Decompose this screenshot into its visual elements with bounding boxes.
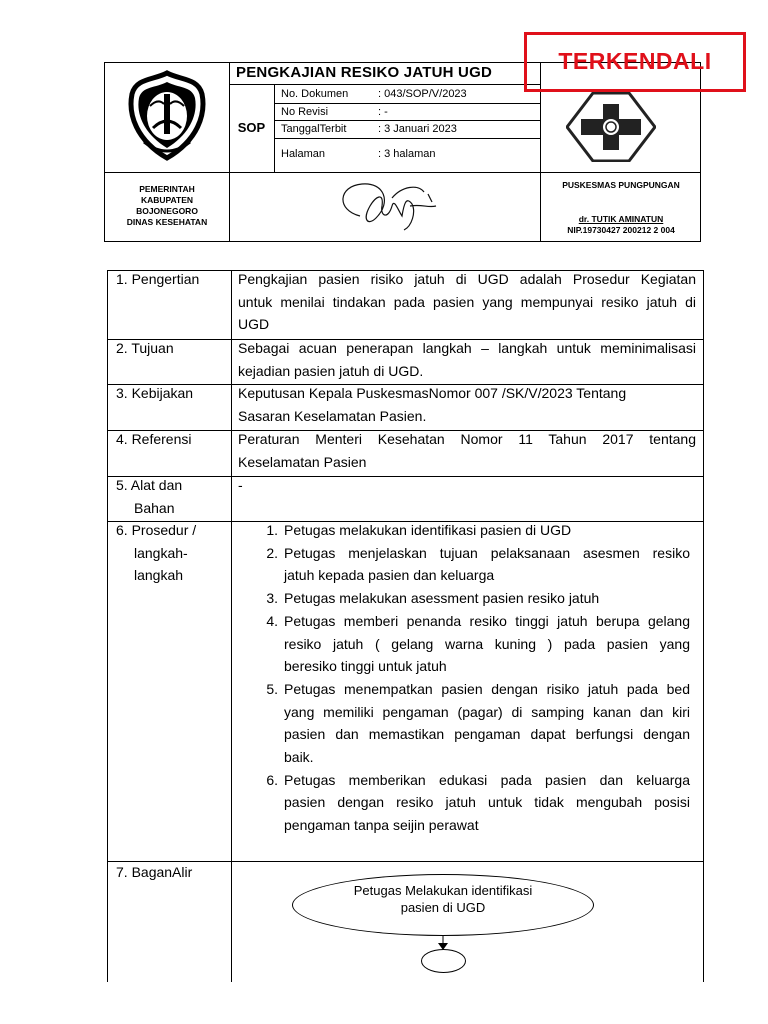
text-line: resiko jatuh ( gelang warna kuning ) pada pasien yang	[284, 635, 690, 652]
controlled-stamp: TERKENDALI	[524, 32, 746, 92]
divider	[274, 120, 540, 121]
signer-name: dr. TUTIK AMINATUN	[578, 214, 664, 224]
list-number: 6.	[266, 771, 278, 788]
puskesmas-name: PUSKESMAS PUNGPUNGAN	[562, 180, 680, 190]
signature	[332, 176, 462, 236]
list-number: 2.	[266, 544, 278, 561]
list-text	[284, 610, 690, 678]
list-number: 5.	[266, 681, 278, 697]
field-label-pages: Halaman	[281, 148, 326, 160]
org-line: DINAS KESEHATAN	[126, 217, 208, 227]
text-line: Petugas memberi penanda resiko tinggi jatuh berupa gelang	[284, 613, 690, 629]
section-text-tujuan	[238, 337, 696, 382]
field-value-revision: : -	[378, 106, 388, 118]
field-label-revision: No Revisi	[281, 106, 329, 118]
text-line: Petugas menempatkan pasien dengan risiko jatuh pada bed	[284, 681, 690, 697]
field-label-doc-no: No. Dokumen	[281, 88, 349, 100]
list-number: 3.	[266, 590, 278, 606]
label-line: langkah	[134, 567, 184, 584]
row-divider	[107, 861, 704, 862]
flow-step-text	[300, 882, 586, 916]
divider	[104, 172, 701, 173]
section-text-alat-bahan: -	[238, 477, 243, 493]
org-name	[106, 184, 228, 228]
text-line: Petugas memberikan edukasi pada pasien dan keluarga	[284, 771, 690, 788]
text-line: Sasaran Keselamatan Pasien.	[238, 407, 427, 424]
document-title: PENGKAJIAN RESIKO JATUH UGD	[236, 64, 492, 81]
text-line: jatuh kepada pasien dan keluarga	[284, 567, 495, 584]
text-line: Keputusan Kepala PuskesmasNomor 007 /SK/V/2023 Tentang	[238, 385, 627, 401]
divider	[229, 84, 540, 85]
puskesmas-logo	[566, 92, 656, 162]
text-line: Keselamatan Pasien	[238, 453, 367, 470]
procedure-list	[232, 519, 698, 859]
section-label-prosedur	[116, 519, 196, 587]
field-value-doc-no: : 043/SOP/V/2023	[378, 88, 467, 100]
text-line: Petugas menjelaskan tujuan pelaksanaan asesmen resiko	[284, 544, 690, 561]
regency-emblem	[128, 70, 206, 162]
list-text	[284, 587, 690, 610]
section-label-kebijakan: 3. Kebijakan	[116, 385, 194, 401]
section-text-pengertian	[238, 268, 696, 336]
label-line: langkah-	[134, 544, 188, 561]
section-label-alat-bahan	[116, 474, 182, 519]
section-text-referensi	[238, 428, 696, 473]
text-line: beresiko tinggi untuk jatuh	[284, 658, 447, 675]
list-number: 1.	[266, 522, 278, 538]
text-line: baik.	[284, 748, 314, 765]
row-divider	[107, 476, 704, 477]
section-label-tujuan: 2. Tujuan	[116, 340, 174, 356]
label-line: 5. Alat dan	[116, 477, 183, 493]
org-line: PEMERINTAH	[139, 184, 195, 194]
list-number: 4.	[266, 613, 278, 629]
divider	[274, 84, 275, 172]
divider	[229, 62, 230, 242]
section-label-pengertian: 1. Pengertian	[116, 271, 200, 287]
list-text	[284, 519, 690, 542]
field-label-date: TanggalTerbit	[281, 123, 347, 135]
field-value-pages: : 3 halaman	[378, 148, 436, 160]
section-label-bagan-alir: 7. BaganAlir	[116, 864, 193, 880]
flow-connector-oval	[421, 949, 466, 973]
text-line: kejadian pasien jatuh di UGD.	[238, 362, 424, 379]
label-line: Bahan	[134, 499, 175, 516]
section-text-kebijakan	[238, 382, 696, 427]
section-label-referensi: 4. Referensi	[116, 431, 192, 447]
text-line: pasien di UGD	[400, 900, 486, 915]
org-line: KABUPATEN	[140, 195, 194, 205]
text-line: untuk menilai tindakan pada pasien yang mempunyai resiko jatuh di	[238, 293, 696, 310]
text-line: Petugas Melakukan identifikasi	[353, 883, 533, 898]
label-line: 6. Prosedur /	[116, 522, 197, 538]
flow-arrow	[433, 936, 453, 950]
text-line: pasien dengan resiko jatuh untuk tidak mengubah posisi	[284, 794, 690, 811]
text-line: Sebagai acuan penerapan langkah – langkah untuk meminimalisasi	[238, 340, 696, 356]
text-line: yang memiliki pengaman (pagar) di samping kanan dan kiri	[284, 703, 690, 720]
field-value-date: : 3 Januari 2023	[378, 123, 457, 135]
list-text	[284, 769, 690, 837]
text-line: Pengkajian pasien risiko jatuh di UGD adalah Prosedur Kegiatan	[238, 271, 696, 287]
org-line: BOJONEGORO	[136, 206, 198, 216]
signer-nip: NIP.19730427 200212 2 004	[567, 225, 675, 235]
list-text	[284, 678, 690, 768]
text-line: UGD	[238, 316, 270, 333]
text-line: Peraturan Menteri Kesehatan Nomor 11 Tahun 2017 tentang	[238, 431, 696, 447]
text-line: Petugas melakukan asessment pasien resiko jatuh	[284, 590, 600, 606]
divider	[274, 138, 540, 139]
text-line: Petugas melakukan identifikasi pasien di UGD	[284, 522, 572, 538]
text-line: pasien dan memastikan pengaman dapat berfungsi dengan	[284, 726, 690, 743]
list-text	[284, 542, 690, 587]
sop-label: SOP	[237, 120, 266, 135]
divider	[274, 103, 540, 104]
text-line: pengaman tanpa seijin perawat	[284, 816, 479, 833]
